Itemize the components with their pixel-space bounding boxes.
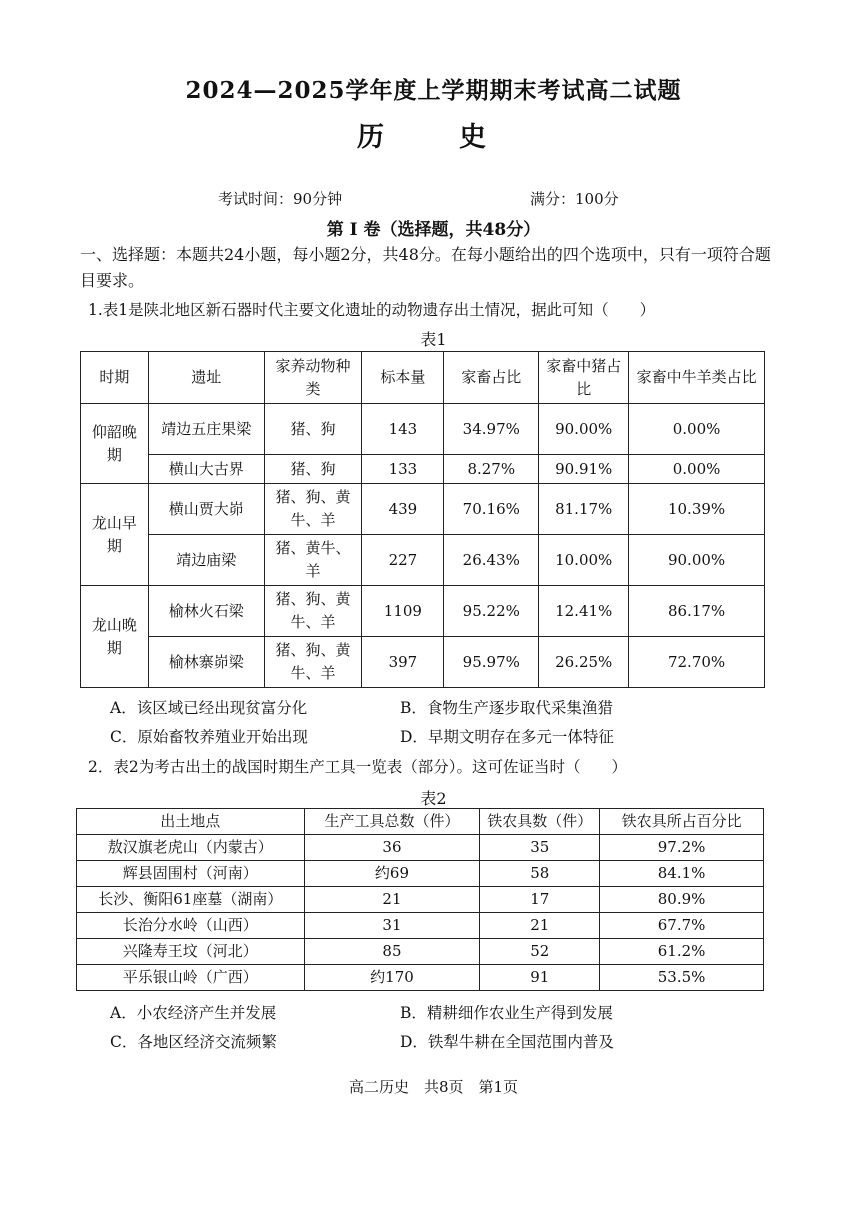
location-cell: 辉县固围村（河南） <box>77 861 305 887</box>
period-cell: 仰韶晚期 <box>81 404 149 484</box>
iron-tools-cell: 21 <box>480 913 600 939</box>
tools-total-cell: 21 <box>304 887 480 913</box>
table-row <box>77 965 764 991</box>
subject-title: 历 史 <box>357 122 510 153</box>
q2-option-b: B．精耕细作农业生产得到发展 <box>400 1004 613 1022</box>
location-cell: 长治分水岭（山西） <box>77 913 305 939</box>
iron-tools-cell: 58 <box>480 861 600 887</box>
samples-cell: 133 <box>362 455 444 484</box>
table-1-header: 家畜中牛羊类占比 <box>629 352 765 404</box>
table-row <box>77 861 764 887</box>
q1-option-b: B．食物生产逐步取代采集渔猎 <box>400 699 613 717</box>
table-2-header: 铁农具所占百分比 <box>600 809 764 835</box>
tools-total-cell: 31 <box>304 913 480 939</box>
samples-cell: 1109 <box>362 586 444 637</box>
table-row <box>81 637 765 688</box>
exam-title: 2024—2025学年度上学期期末考试高二试题 <box>185 77 682 104</box>
iron-percent-cell: 84.1% <box>600 861 764 887</box>
table-1-caption: 表1 <box>420 330 447 349</box>
table-row <box>81 404 765 455</box>
site-cell: 横山贾大峁 <box>148 484 264 535</box>
animals-cell: 猪、狗 <box>264 455 362 484</box>
iron-percent-cell: 67.7% <box>600 913 764 939</box>
section-instructions: 一、选择题：本题共24小题，每小题2分，共48分。在每小题给出的四个选项中，只有一项符合题目要求。 <box>80 245 771 290</box>
livestock-cell: 95.97% <box>444 637 539 688</box>
samples-cell: 439 <box>362 484 444 535</box>
location-cell: 兴隆寿王坟（河北） <box>77 939 305 965</box>
site-cell: 横山大古界 <box>148 455 264 484</box>
pig-cell: 81.17% <box>539 484 629 535</box>
cattle-cell: 72.70% <box>629 637 765 688</box>
livestock-cell: 26.43% <box>444 535 539 586</box>
iron-percent-cell: 80.9% <box>600 887 764 913</box>
samples-cell: 397 <box>362 637 444 688</box>
samples-cell: 227 <box>362 535 444 586</box>
table-row <box>77 835 764 861</box>
livestock-cell: 95.22% <box>444 586 539 637</box>
animals-cell: 猪、狗、黄牛、羊 <box>264 586 362 637</box>
section-title: 第 Ⅰ 卷（选择题，共48分） <box>326 220 541 240</box>
exam-time: 考试时间：90分钟 <box>218 190 343 208</box>
table-row <box>77 887 764 913</box>
cattle-cell: 86.17% <box>629 586 765 637</box>
table-row <box>81 535 765 586</box>
table-2-caption: 表2 <box>420 789 447 808</box>
animals-cell: 猪、黄牛、羊 <box>264 535 362 586</box>
pig-cell: 26.25% <box>539 637 629 688</box>
period-cell: 龙山晚期 <box>81 586 149 688</box>
animals-cell: 猪、狗 <box>264 404 362 455</box>
tools-total-cell: 约69 <box>304 861 480 887</box>
cattle-cell: 0.00% <box>629 404 765 455</box>
tools-total-cell: 36 <box>304 835 480 861</box>
table-1 <box>80 351 765 688</box>
q2-option-c: C．各地区经济交流频繁 <box>110 1033 277 1051</box>
iron-tools-cell: 35 <box>480 835 600 861</box>
animals-cell: 猪、狗、黄牛、羊 <box>264 637 362 688</box>
page-footer: 高二历史 共8页 第1页 <box>348 1078 519 1096</box>
table-2-header: 铁农具数（件） <box>480 809 600 835</box>
period-cell: 龙山早期 <box>81 484 149 586</box>
table-row <box>81 586 765 637</box>
q1-option-d: D．早期文明存在多元一体特征 <box>400 728 614 746</box>
tools-total-cell: 85 <box>304 939 480 965</box>
samples-cell: 143 <box>362 404 444 455</box>
iron-tools-cell: 91 <box>480 965 600 991</box>
tools-total-cell: 约170 <box>304 965 480 991</box>
question-1-stem: 1.表1是陕北地区新石器时代主要文化遗址的动物遗存出土情况，据此可知（ ） <box>88 301 656 319</box>
site-cell: 靖边庙梁 <box>148 535 264 586</box>
table-1-header: 标本量 <box>362 352 444 404</box>
table-1-header: 家畜占比 <box>444 352 539 404</box>
table-row <box>81 484 765 535</box>
table-row <box>77 939 764 965</box>
site-cell: 榆林寨峁梁 <box>148 637 264 688</box>
table-2 <box>76 808 764 991</box>
table-2-header: 出土地点 <box>77 809 305 835</box>
table-1-header: 家畜中猪占比 <box>539 352 629 404</box>
q2-option-d: D．铁犁牛耕在全国范围内普及 <box>400 1033 614 1051</box>
site-cell: 榆林火石梁 <box>148 586 264 637</box>
iron-percent-cell: 53.5% <box>600 965 764 991</box>
table-2-header-row <box>77 809 764 835</box>
site-cell: 靖边五庄果梁 <box>148 404 264 455</box>
table-1-header: 遗址 <box>148 352 264 404</box>
question-2-stem: 2．表2为考古出土的战国时期生产工具一览表（部分）。这可佐证当时（ ） <box>88 758 627 776</box>
animals-cell: 猪、狗、黄牛、羊 <box>264 484 362 535</box>
location-cell: 平乐银山岭（广西） <box>77 965 305 991</box>
cattle-cell: 0.00% <box>629 455 765 484</box>
cattle-cell: 90.00% <box>629 535 765 586</box>
location-cell: 长沙、衡阳61座墓（湖南） <box>77 887 305 913</box>
iron-percent-cell: 97.2% <box>600 835 764 861</box>
pig-cell: 90.00% <box>539 404 629 455</box>
pig-cell: 12.41% <box>539 586 629 637</box>
iron-tools-cell: 17 <box>480 887 600 913</box>
full-score: 满分：100分 <box>530 190 619 208</box>
iron-percent-cell: 61.2% <box>600 939 764 965</box>
table-1-header: 家养动物种类 <box>264 352 362 404</box>
location-cell: 敖汉旗老虎山（内蒙古） <box>77 835 305 861</box>
table-row <box>81 455 765 484</box>
livestock-cell: 8.27% <box>444 455 539 484</box>
q1-option-a: A．该区域已经出现贫富分化 <box>110 699 308 717</box>
q1-option-c: C．原始畜牧养殖业开始出现 <box>110 728 308 746</box>
cattle-cell: 10.39% <box>629 484 765 535</box>
pig-cell: 90.91% <box>539 455 629 484</box>
table-1-header: 时期 <box>81 352 149 404</box>
livestock-cell: 70.16% <box>444 484 539 535</box>
table-row <box>77 913 764 939</box>
table-2-header: 生产工具总数（件） <box>304 809 480 835</box>
table-1-header-row <box>81 352 765 404</box>
iron-tools-cell: 52 <box>480 939 600 965</box>
q2-option-a: A．小农经济产生并发展 <box>110 1004 277 1022</box>
livestock-cell: 34.97% <box>444 404 539 455</box>
pig-cell: 10.00% <box>539 535 629 586</box>
